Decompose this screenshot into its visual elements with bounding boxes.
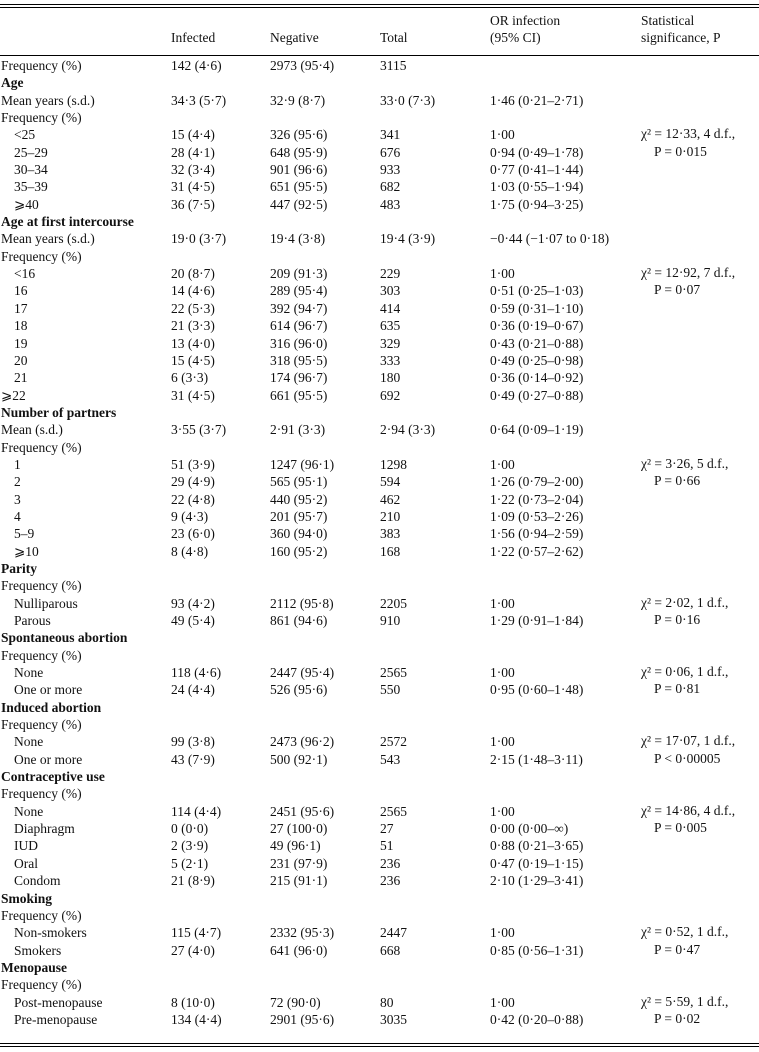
cell-label: IUD	[14, 838, 38, 854]
cell-label: One or more	[14, 682, 83, 698]
cell-infected: 31 (4·5)	[171, 387, 215, 403]
cell-significance-p: P = 0·015	[654, 143, 707, 159]
table-row	[0, 837, 759, 854]
cell-label: Condom	[14, 873, 61, 889]
cell-negative: 1247 (96·1)	[270, 456, 335, 472]
cell-infected: 142 (4·6)	[171, 58, 222, 73]
table-row	[0, 994, 759, 1011]
table-row	[0, 508, 759, 525]
cell-negative: 289 (95·4)	[270, 283, 328, 299]
cell-label: Spontaneous abortion	[1, 630, 128, 646]
table-row	[0, 109, 759, 126]
cell-or: 0·00 (0·00–∞)	[490, 821, 569, 837]
section-heading	[0, 213, 759, 230]
cell-infected: 118 (4·6)	[171, 665, 222, 681]
cell-infected: 20 (8·7)	[171, 266, 215, 282]
table-row	[0, 595, 759, 612]
cell-negative: 440 (95·2)	[270, 491, 328, 507]
cell-negative: 901 (96·6)	[270, 162, 328, 178]
cell-negative: 360 (94·0)	[270, 526, 328, 542]
cell-infected: 21 (8·9)	[171, 873, 215, 889]
cell-infected: 6 (3·3)	[171, 370, 209, 386]
cell-label: Frequency (%)	[1, 907, 82, 923]
table-row	[0, 300, 759, 317]
section-heading	[0, 404, 759, 421]
bottom-rule-1	[0, 1043, 759, 1044]
cell-label: 17	[14, 300, 28, 316]
table-row	[0, 387, 759, 404]
cell-negative: 648 (95·9)	[270, 144, 328, 160]
cell-infected: 13 (4·0)	[171, 335, 215, 351]
cell-infected: 8 (4·8)	[171, 543, 209, 559]
table-row	[0, 456, 759, 473]
cell-negative: 2473 (96·2)	[270, 734, 335, 750]
table-row	[0, 473, 759, 490]
table-row	[0, 577, 759, 594]
cell-significance-stat: χ² = 3·26, 5 d.f.,	[641, 455, 729, 471]
cell-negative: 27 (100·0)	[270, 821, 328, 837]
cell-label: None	[14, 803, 44, 819]
cell-label: Smokers	[14, 942, 62, 958]
cell-label: ⩾40	[14, 196, 39, 212]
top-rule-2	[0, 7, 759, 8]
cell-infected: 29 (4·9)	[171, 474, 215, 490]
cell-total: 236	[380, 855, 401, 871]
cell-infected: 49 (5·4)	[171, 613, 215, 628]
cell-negative: 201 (95·7)	[270, 508, 328, 524]
cell-or: 0·88 (0·21–3·65)	[490, 838, 584, 854]
cell-or: 1·00	[490, 595, 515, 611]
cell-negative: 2451 (95·6)	[270, 803, 335, 819]
table-row	[0, 265, 759, 282]
cell-infected: 8 (10·0)	[171, 994, 215, 1010]
table-row	[0, 352, 759, 369]
cell-label: Nulliparous	[14, 595, 78, 611]
cell-or: 0·94 (0·49–1·78)	[490, 144, 584, 160]
cell-total: 2·94 (3·3)	[380, 422, 436, 438]
cell-label: Age at first intercourse	[1, 214, 134, 230]
cell-or: 1·00	[490, 665, 515, 681]
cell-total: 2565	[380, 665, 407, 681]
cell-infected: 23 (6·0)	[171, 526, 215, 542]
table-row	[0, 282, 759, 299]
cell-total: 210	[380, 508, 401, 524]
table-header	[0, 12, 759, 56]
cell-or: 1·00	[490, 266, 515, 282]
cell-or: 0·49 (0·25–0·98)	[490, 352, 584, 368]
table-row	[0, 317, 759, 334]
cell-label: 2	[14, 474, 21, 490]
cell-or: −0·44 (−1·07 to 0·18)	[490, 231, 610, 247]
cell-significance-p: P = 0·81	[654, 681, 701, 697]
cell-or: 1·03 (0·55–1·94)	[490, 179, 584, 195]
cell-negative: 316 (96·0)	[270, 335, 328, 351]
cell-label: 5–9	[14, 526, 35, 542]
cell-infected: 9 (4·3)	[171, 508, 209, 524]
cell-total: 462	[380, 491, 401, 507]
cell-significance-stat: χ² = 14·86, 4 d.f.,	[641, 802, 736, 818]
table-row	[0, 144, 759, 161]
header-negative: Negative	[270, 30, 319, 45]
cell-or: 1·00	[490, 127, 515, 143]
cell-negative: 215 (91·1)	[270, 873, 328, 889]
cell-total: 483	[380, 196, 401, 212]
cell-label: 1	[14, 456, 21, 472]
cell-significance-stat: χ² = 12·92, 7 d.f.,	[641, 265, 736, 281]
cell-label: Diaphragm	[14, 821, 75, 837]
header-sig-line1: Statistical	[641, 13, 695, 28]
cell-label: Mean years (s.d.)	[1, 231, 95, 247]
cell-infected: 28 (4·1)	[171, 144, 215, 160]
cell-or: 2·15 (1·48–3·11)	[490, 751, 583, 767]
table-row	[0, 872, 759, 889]
cell-label: Frequency (%)	[1, 439, 82, 455]
cell-negative: 565 (95·1)	[270, 474, 328, 490]
cell-or: 1·56 (0·94–2·59)	[490, 526, 584, 542]
cell-negative: 318 (95·5)	[270, 352, 328, 368]
cell-infected: 22 (4·8)	[171, 491, 215, 507]
table-row	[0, 57, 759, 74]
cell-infected: 0 (0·0)	[171, 821, 209, 837]
cell-negative: 72 (90·0)	[270, 994, 321, 1010]
cell-negative: 2447 (95·4)	[270, 665, 335, 681]
cell-label: ⩾22	[1, 387, 26, 403]
header-sig-line2: significance, P	[641, 30, 721, 45]
cell-or: 0·85 (0·56–1·31)	[490, 942, 584, 958]
cell-total: 168	[380, 543, 401, 559]
table-row	[0, 126, 759, 143]
header-or-line1: OR infection	[490, 13, 561, 28]
table-row	[0, 1011, 759, 1028]
cell-negative: 160 (95·2)	[270, 543, 328, 559]
cell-total: 51	[380, 838, 394, 854]
cell-total: 341	[380, 127, 401, 143]
cell-or: 0·36 (0·19–0·67)	[490, 318, 584, 334]
cell-total: 933	[380, 162, 401, 178]
cell-infected: 31 (4·5)	[171, 179, 215, 195]
cell-or: 0·95 (0·60–1·48)	[490, 682, 584, 698]
cell-infected: 32 (3·4)	[171, 162, 215, 178]
cell-infected: 34·3 (5·7)	[171, 92, 227, 108]
table-row	[0, 421, 759, 438]
cell-or: 1·00	[490, 925, 515, 941]
cell-infected: 14 (4·6)	[171, 283, 215, 299]
cell-or: 1·22 (0·73–2·04)	[490, 491, 584, 507]
cell-infected: 19·0 (3·7)	[171, 231, 227, 247]
cell-label: Smoking	[1, 890, 53, 906]
section-heading	[0, 890, 759, 907]
cell-infected: 21 (3·3)	[171, 318, 215, 334]
cell-infected: 114 (4·4)	[171, 803, 222, 819]
cell-label: Frequency (%)	[1, 248, 82, 264]
cell-label: 19	[14, 335, 28, 351]
table-row	[0, 647, 759, 664]
section-heading	[0, 768, 759, 785]
section-heading	[0, 959, 759, 976]
cell-label: Parous	[14, 613, 51, 628]
cell-label: Contraceptive use	[1, 769, 105, 785]
cell-label: Parity	[1, 560, 37, 576]
cell-negative: 392 (94·7)	[270, 300, 328, 316]
header-total: Total	[380, 30, 408, 45]
cell-negative: 447 (92·5)	[270, 196, 328, 212]
cell-negative: 641 (96·0)	[270, 942, 328, 958]
cell-infected: 24 (4·4)	[171, 682, 215, 698]
table-row	[0, 785, 759, 802]
cell-or: 0·36 (0·14–0·92)	[490, 370, 584, 386]
cell-total: 635	[380, 318, 401, 334]
cell-label: 20	[14, 352, 28, 368]
cell-total: 550	[380, 682, 401, 698]
cell-label: Non-smokers	[14, 925, 87, 941]
cell-total: 19·4 (3·9)	[380, 231, 436, 247]
table-row	[0, 803, 759, 820]
table-row	[0, 751, 759, 768]
cell-total: 229	[380, 266, 401, 282]
cell-or: 0·77 (0·41–1·44)	[490, 162, 584, 178]
cell-negative: 326 (95·6)	[270, 127, 328, 143]
cell-negative: 174 (96·7)	[270, 370, 328, 386]
cell-negative: 32·9 (8·7)	[270, 92, 326, 108]
cell-significance-stat: χ² = 5·59, 1 d.f.,	[641, 993, 729, 1009]
cell-or: 1·46 (0·21–2·71)	[490, 92, 584, 108]
cell-total: 2447	[380, 925, 407, 941]
cell-negative: 231 (97·9)	[270, 855, 328, 871]
table-row	[0, 716, 759, 733]
cell-or: 1·00	[490, 994, 515, 1010]
table-row	[0, 543, 759, 560]
cell-total: 3115	[380, 58, 407, 73]
cell-significance-p: P = 0·07	[654, 282, 701, 298]
cell-or: 0·64 (0·09–1·19)	[490, 422, 584, 438]
cell-label: Frequency (%)	[1, 786, 82, 802]
cell-infected: 93 (4·2)	[171, 595, 215, 611]
table-row	[0, 161, 759, 178]
cell-or: 1·26 (0·79–2·00)	[490, 474, 584, 490]
cell-label: Induced abortion	[1, 699, 102, 715]
table-row	[0, 820, 759, 837]
cell-label: Frequency (%)	[1, 58, 82, 73]
cell-label: Oral	[14, 855, 38, 871]
cell-significance-p: P = 0·005	[654, 820, 707, 836]
cell-infected: 5 (2·1)	[171, 855, 209, 871]
cell-significance-stat: χ² = 0·06, 1 d.f.,	[641, 664, 729, 680]
cell-label: One or more	[14, 751, 83, 767]
cell-infected: 43 (7·9)	[171, 751, 215, 767]
table-row	[0, 439, 759, 456]
cell-infected: 51 (3·9)	[171, 456, 215, 472]
cell-label: Frequency (%)	[1, 977, 82, 993]
cell-negative: 614 (96·7)	[270, 318, 328, 334]
cell-label: Number of partners	[1, 404, 117, 420]
cell-total: 1298	[380, 456, 407, 472]
cell-significance-stat: χ² = 0·52, 1 d.f.,	[641, 924, 729, 940]
table-row	[0, 369, 759, 386]
cell-negative: 2332 (95·3)	[270, 925, 335, 941]
section-heading	[0, 74, 759, 91]
cell-or: 0·51 (0·25–1·03)	[490, 283, 584, 299]
cell-or: 0·47 (0·19–1·15)	[490, 855, 584, 871]
table-body	[0, 57, 759, 1028]
cell-infected: 15 (4·5)	[171, 352, 215, 368]
cell-total: 682	[380, 179, 401, 195]
table-row	[0, 230, 759, 247]
top-rule-1	[0, 4, 759, 5]
cell-label: Menopause	[1, 959, 68, 975]
cell-total: 414	[380, 300, 401, 316]
cell-total: 676	[380, 144, 401, 160]
cell-negative: 861 (94·6)	[270, 613, 328, 628]
cell-total: 80	[380, 994, 394, 1010]
cell-total: 2565	[380, 803, 407, 819]
cell-negative: 2·91 (3·3)	[270, 422, 326, 438]
section-heading	[0, 560, 759, 577]
cell-or: 1·75 (0·94–3·25)	[490, 196, 584, 212]
cell-or: 2·10 (1·29–3·41)	[490, 873, 584, 889]
cell-label: Frequency (%)	[1, 717, 82, 733]
cell-label: 16	[14, 283, 28, 299]
cell-infected: 36 (7·5)	[171, 196, 215, 212]
table-row	[0, 733, 759, 750]
cell-or: 1·00	[490, 734, 515, 750]
cell-label: None	[14, 665, 44, 681]
cell-total: 668	[380, 942, 401, 958]
cell-total: 236	[380, 873, 401, 889]
cell-significance-p: P = 0·16	[654, 612, 701, 627]
cell-significance-p: P = 0·66	[654, 473, 701, 489]
cell-or: 0·49 (0·27–0·88)	[490, 387, 584, 403]
cell-total: 3035	[380, 1011, 407, 1027]
cell-negative: 209 (91·3)	[270, 266, 328, 282]
cell-significance-p: P = 0·02	[654, 1010, 701, 1026]
cell-label: Pre-menopause	[14, 1011, 98, 1027]
cell-total: 692	[380, 387, 401, 403]
cell-or: 1·22 (0·57–2·62)	[490, 543, 584, 559]
cell-total: 303	[380, 283, 401, 299]
cell-negative: 500 (92·1)	[270, 751, 328, 767]
cell-total: 910	[380, 613, 401, 628]
cell-label: Frequency (%)	[1, 110, 82, 126]
cell-total: 27	[380, 821, 394, 837]
cell-total: 383	[380, 526, 401, 542]
cell-or: 0·42 (0·20–0·88)	[490, 1011, 584, 1027]
cell-infected: 3·55 (3·7)	[171, 422, 227, 438]
cell-negative: 19·4 (3·8)	[270, 231, 326, 247]
table-row	[0, 976, 759, 993]
table-row	[0, 907, 759, 924]
table-row	[0, 248, 759, 265]
cell-label: 3	[14, 491, 21, 507]
table-row	[0, 178, 759, 195]
cell-label: 35–39	[14, 179, 48, 195]
cell-negative: 651 (95·5)	[270, 179, 328, 195]
section-heading	[0, 629, 759, 646]
cell-or: 0·59 (0·31–1·10)	[490, 300, 584, 316]
cell-negative: 2112 (95·8)	[270, 595, 334, 611]
cell-negative: 661 (95·5)	[270, 387, 328, 403]
cell-label: 21	[14, 370, 28, 386]
cell-total: 333	[380, 352, 401, 368]
cell-or: 0·43 (0·21–0·88)	[490, 335, 584, 351]
table-row	[0, 196, 759, 213]
cell-label: Mean years (s.d.)	[1, 92, 95, 108]
cell-infected: 99 (3·8)	[171, 734, 215, 750]
cell-significance-stat: χ² = 2·02, 1 d.f.,	[641, 594, 729, 610]
table-row	[0, 491, 759, 508]
cell-infected: 2 (3·9)	[171, 838, 209, 854]
cell-label: 18	[14, 318, 28, 334]
bottom-rule-2	[0, 1046, 759, 1047]
table-row	[0, 924, 759, 941]
cell-total: 33·0 (7·3)	[380, 92, 436, 108]
table-row	[0, 942, 759, 959]
cell-infected: 134 (4·4)	[171, 1011, 222, 1027]
cell-label: 25–29	[14, 144, 48, 160]
table-row	[0, 681, 759, 698]
cell-infected: 22 (5·3)	[171, 300, 215, 316]
cell-infected: 27 (4·0)	[171, 942, 215, 958]
cell-significance-stat: χ² = 17·07, 1 d.f.,	[641, 733, 736, 749]
cell-label: Mean (s.d.)	[1, 422, 63, 438]
cell-total: 2572	[380, 734, 407, 750]
cell-significance-p: P < 0·00005	[654, 750, 721, 766]
cell-or: 1·29 (0·91–1·84)	[490, 613, 584, 628]
header-rule	[0, 55, 759, 56]
cell-label: None	[14, 734, 44, 750]
cell-label: <25	[14, 127, 36, 143]
cell-label: <16	[14, 266, 36, 282]
cell-negative: 2973 (95·4)	[270, 58, 335, 73]
cell-or: 1·09 (0·53–2·26)	[490, 508, 584, 524]
cell-infected: 15 (4·4)	[171, 127, 215, 143]
header-or-line2: (95% CI)	[490, 30, 541, 45]
table-row	[0, 612, 759, 629]
cell-label: Age	[1, 75, 24, 91]
cell-label: ⩾10	[14, 543, 39, 559]
table-row	[0, 664, 759, 681]
table-row	[0, 335, 759, 352]
cell-total: 180	[380, 370, 401, 386]
cell-negative: 526 (95·6)	[270, 682, 328, 698]
cell-total: 543	[380, 751, 401, 767]
cell-total: 2205	[380, 595, 407, 611]
cell-negative: 2901 (95·6)	[270, 1011, 335, 1027]
cell-or: 1·00	[490, 456, 515, 472]
header-infected: Infected	[171, 30, 216, 45]
table-row	[0, 92, 759, 109]
cell-infected: 115 (4·7)	[171, 925, 222, 941]
cell-label: Frequency (%)	[1, 578, 82, 594]
cell-total: 329	[380, 335, 401, 351]
table-row	[0, 525, 759, 542]
cell-label: Post-menopause	[14, 994, 103, 1010]
cell-significance-stat: χ² = 12·33, 4 d.f.,	[641, 126, 736, 142]
table-row	[0, 855, 759, 872]
cell-significance-p: P = 0·47	[654, 941, 701, 957]
cell-label: Frequency (%)	[1, 647, 82, 663]
cell-label: 4	[14, 508, 21, 524]
cell-label: 30–34	[14, 162, 48, 178]
cell-total: 594	[380, 474, 401, 490]
cell-negative: 49 (96·1)	[270, 838, 321, 854]
section-heading	[0, 699, 759, 716]
cell-or: 1·00	[490, 803, 515, 819]
